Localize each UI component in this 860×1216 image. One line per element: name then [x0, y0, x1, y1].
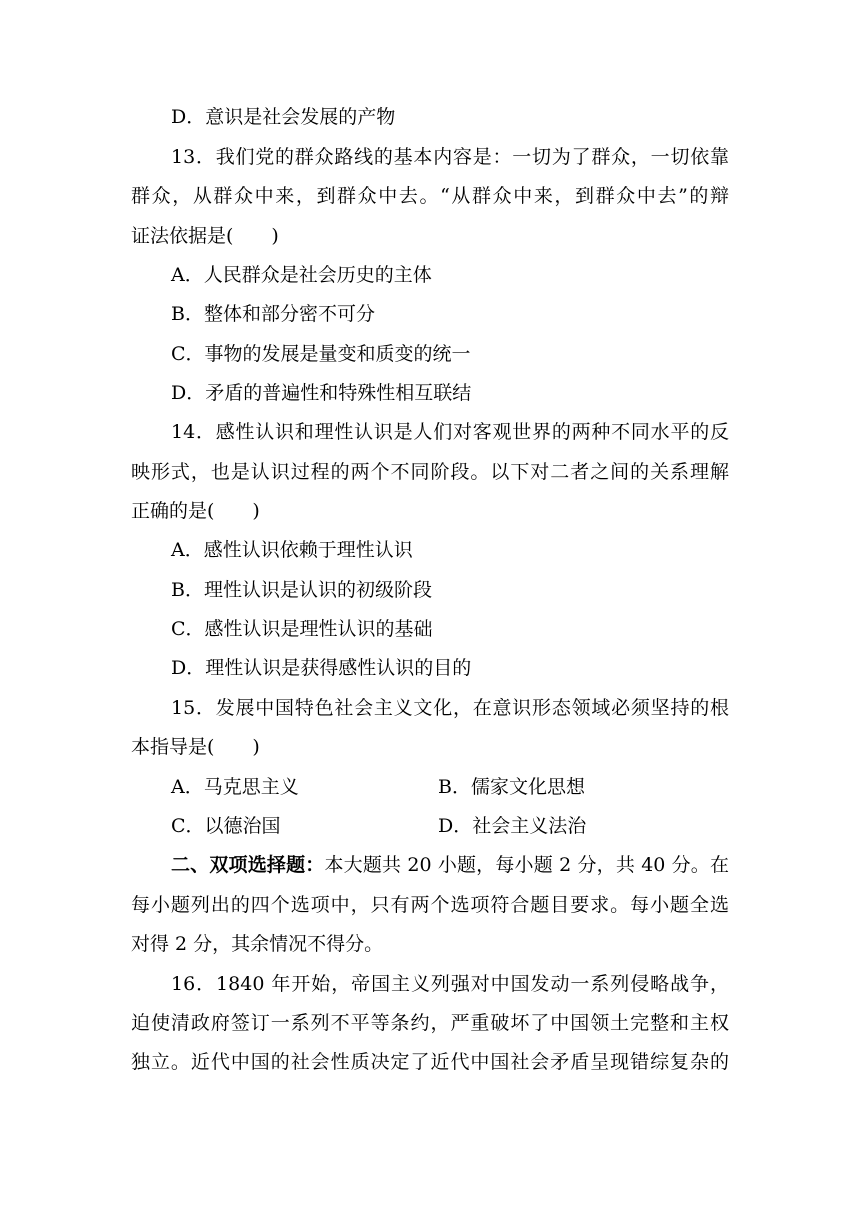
q15-option-c: C．以德治国: [171, 815, 281, 837]
q16-stem-line-2: 迫使清政府签订一系列不平等条约，严重破坏了中国领土完整和主权: [131, 1012, 729, 1034]
section-2-heading: 二、双项选择题：: [171, 854, 325, 876]
q14-option-d: D．理性认识是获得感性认识的目的: [171, 657, 472, 679]
q13-option-a: A．人民群众是社会历史的主体: [171, 264, 432, 286]
q13-option-d: D．矛盾的普遍性和特殊性相互联结: [171, 382, 472, 404]
q16-stem-line-1: 16．1840 年开始，帝国主义列强对中国发动一系列侵略战争，: [171, 973, 729, 995]
section-2-intro-line-3: 对得 2 分，其余情况不得分。: [131, 933, 384, 955]
section-2-intro-line-2: 每小题列出的四个选项中，只有两个选项符合题目要求。每小题全选: [131, 894, 729, 916]
q14-option-b: B．理性认识是认识的初级阶段: [171, 579, 432, 601]
q15-option-b: B．儒家文化思想: [438, 776, 585, 798]
section-2-intro-rest: 本大题共 20 小题，每小题 2 分，共 40 分。在: [324, 854, 729, 876]
q14-option-c: C．感性认识是理性认识的基础: [171, 618, 433, 640]
q12-option-d: D．意识是社会发展的产物: [171, 106, 396, 128]
q15-option-d: D．社会主义法治: [438, 815, 587, 837]
q15-stem-line-1: 15．发展中国特色社会主义文化，在意识形态领域必须坚持的根: [171, 697, 729, 719]
q14-stem-line-1: 14．感性认识和理性认识是人们对客观世界的两种不同水平的反: [171, 421, 729, 443]
q13-stem-line-1: 13．我们党的群众路线的基本内容是：一切为了群众，一切依靠: [171, 146, 729, 168]
section-2-intro-line-1: [171, 853, 729, 877]
q13-option-c: C．事物的发展是量变和质变的统一: [171, 343, 471, 365]
q13-option-b: B．整体和部分密不可分: [171, 303, 375, 325]
q14-stem-line-2: 映形式，也是认识过程的两个不同阶段。以下对二者之间的关系理解: [131, 461, 729, 483]
q16-stem-line-3: 独立。近代中国的社会性质决定了近代中国社会矛盾呈现错综复杂的: [131, 1051, 729, 1073]
q13-stem-line-3: 证法依据是( ): [131, 225, 279, 247]
q14-stem-line-3: 正确的是( ): [131, 500, 260, 522]
q13-stem-line-2: 群众，从群众中来，到群众中去。“从群众中来，到群众中去”的辩: [131, 185, 729, 207]
q15-option-a: A．马克思主义: [171, 776, 299, 798]
q14-option-a: A．感性认识依赖于理性认识: [171, 539, 413, 561]
q15-stem-line-2: 本指导是( ): [131, 736, 260, 758]
